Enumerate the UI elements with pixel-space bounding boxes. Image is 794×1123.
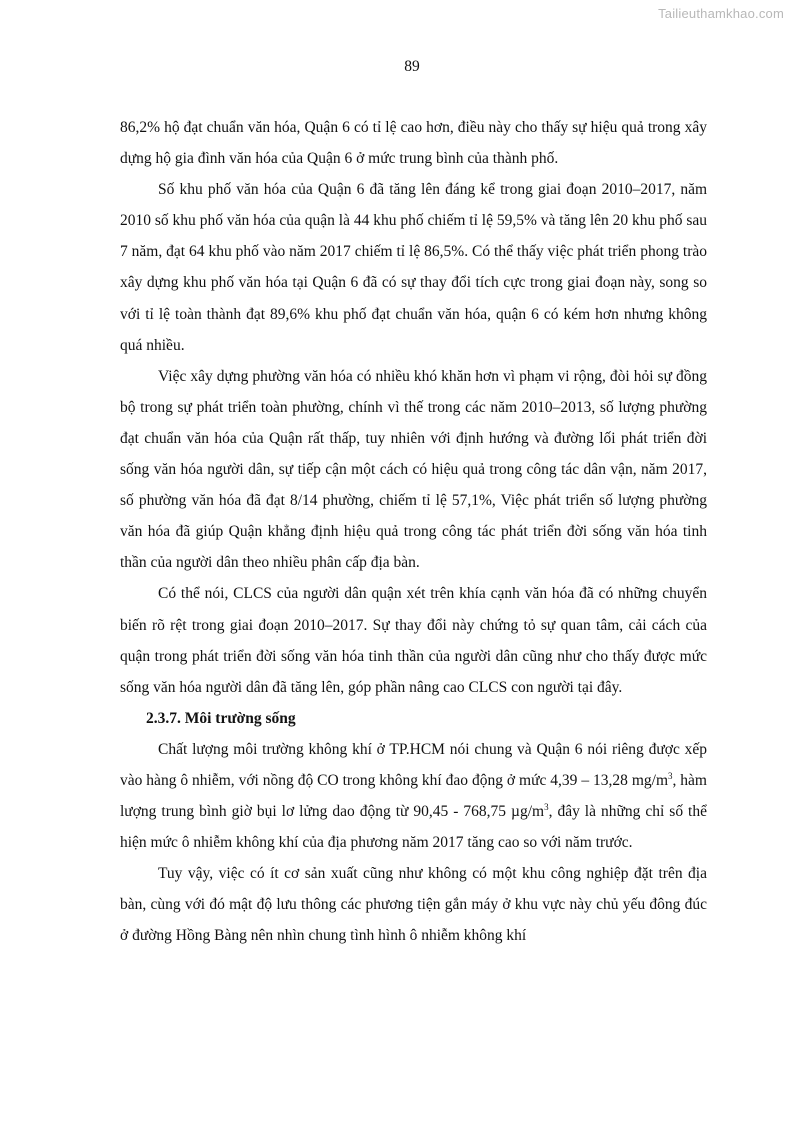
paragraph-continuation: 86,2% hộ đạt chuẩn văn hóa, Quận 6 có tỉ lệ cao hơn, điều này cho thấy sự hiệu quả trong xây dựng hộ gia đình văn hóa của Quận 6 ở mức trung bình của thành phố.: [120, 119, 707, 168]
paragraph-air-quality: [120, 734, 707, 858]
section-heading: 2.3.7. Môi trường sống: [146, 709, 296, 727]
air-text-2: , hàm lượng trung bình giờ bụi lơ lửng dao động từ 90,45 - 768,75 µg/m: [120, 771, 707, 821]
superscript-3: 3: [668, 770, 673, 781]
paragraph-khu-pho: Số khu phố văn hóa của Quận 6 đã tăng lên đáng kể trong giai đoạn 2010–2017, năm 2010 số khu phố văn hóa của quận là 44 khu phố chiếm tỉ lệ 59,5% và tăng lên 20 khu phố sau 7 năm, đạt 64 khu phố vào năm 2017 chiếm tỉ lệ 86,5%. Có thể thấy việc phát triển phong trào xây dựng khu phố văn hóa tại Quận 6 đã có sự thay đổi tích cực trong giai đoạn này, song so với tỉ lệ toàn thành đạt 89,6% khu phố đạt chuẩn văn hóa, quận 6 có kém hơn nhưng không quá nhiều.: [120, 181, 707, 354]
document-body: [120, 112, 707, 952]
paragraph-industry: Tuy vậy, việc có ít cơ sản xuất cũng như không có một khu công nghiệp đặt trên địa bàn, cùng với đó mật độ lưu thông các phương tiện gắn máy ở khu vực này chủ yếu đông đúc ở đường Hồng Bàng nên nhìn chung tình hình ô nhiễm không khí: [120, 865, 707, 945]
paragraph-phuong: Việc xây dựng phường văn hóa có nhiều khó khăn hơn vì phạm vi rộng, đòi hỏi sự đồng bộ trong sự phát triển toàn phường, chính vì thế trong các năm 2010–2013, số lượng phường đạt chuẩn văn hóa của Quận rất thấp, tuy nhiên với định hướng và đường lối phát triển đời sống văn hóa người dân, sự tiếp cận một cách có hiệu quả trong công tác dân vận, năm 2017, số phường văn hóa đã đạt 8/14 phường, chiếm tỉ lệ 57,1%, Việc phát triển số lượng phường văn hóa đã giúp Quận khẳng định hiệu quả trong công tác phát triển đời sống văn hóa tinh thần của người dân theo nhiều phân cấp địa bàn.: [120, 367, 707, 572]
air-text-3: , đây là những chỉ số thể hiện mức ô nhiễm không khí của địa phương năm 2017 tăng cao so với năm trước.: [120, 803, 707, 852]
watermark: Tailieuthamkhao.com: [658, 6, 784, 21]
paragraph-clcs: Có thể nói, CLCS của người dân quận xét trên khía cạnh văn hóa đã có những chuyển biến rõ rệt trong giai đoạn 2010–2017. Sự thay đổi này chứng tỏ sự quan tâm, cải cách của quận trong phát triển đời sống văn hóa tinh thần của người dân cũng như cho thấy được mức sống văn hóa người dân đã tăng lên, góp phần nâng cao CLCS con người tại đây.: [120, 585, 707, 696]
superscript-3: 3: [544, 801, 549, 812]
air-text-1: Chất lượng môi trường không khí ở TP.HCM nói chung và Quận 6 nói riêng được xếp vào hàng ô nhiễm, với nồng độ CO trong không khí đao động ở mức 4,39 – 13,28 mg/m: [120, 740, 707, 789]
page-number: 89: [404, 58, 420, 75]
